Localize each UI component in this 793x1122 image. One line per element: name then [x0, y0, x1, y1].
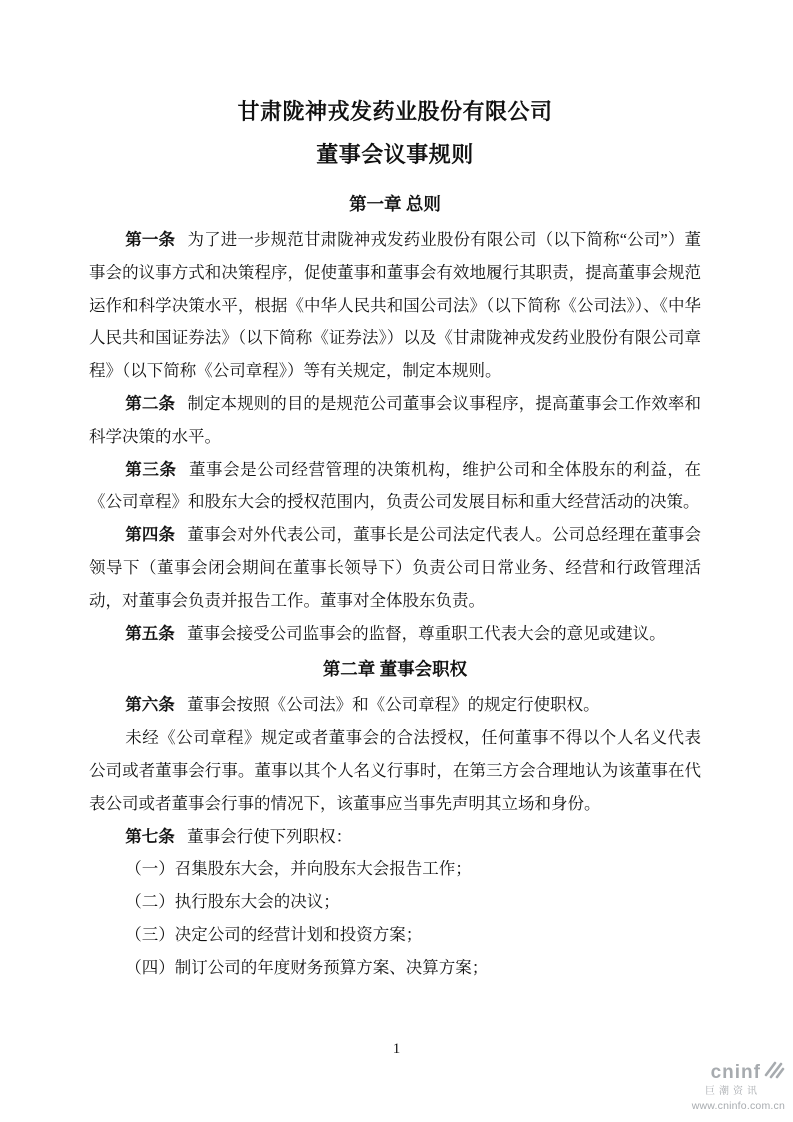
document-body [89, 188, 701, 985]
article-paragraph [89, 689, 701, 722]
list-item: （一）召集股东大会，并向股东大会报告工作； [125, 859, 472, 879]
article-number: 第三条 [125, 459, 177, 479]
cninfo-url: www.cninfo.com.cn [691, 1099, 785, 1112]
cninfo-swirl-icon [763, 1060, 785, 1085]
cninfo-logo-row [665, 1060, 785, 1085]
list-item: （三）决定公司的经营计划和投资方案； [125, 924, 423, 944]
article-number: 第一条 [125, 230, 176, 249]
document-subtitle: 董事会议事规则 [316, 142, 474, 167]
article-text: 董事会对外代表公司，董事长是公司法定代表人。公司总经理在董事会领导下（董事会闭会期间在董事长领导下）负责公司日常业务、经营和行政管理活动，对董事会负责并报告工作。董事对全体股东负责。 [89, 525, 702, 610]
document-title: 甘肃陇神戎发药业股份有限公司 [237, 99, 553, 124]
article-number: 第四条 [125, 525, 176, 545]
article-text: 董事会按照《公司法》和《公司章程》的规定行使职权。 [187, 695, 600, 715]
article-text: 董事会接受公司监事会的监督，尊重职工代表大会的意见或建议。 [187, 623, 666, 643]
article-paragraph [89, 388, 701, 454]
article-number: 第五条 [125, 623, 175, 643]
chapter-heading: 第一章 总则 [349, 194, 441, 214]
article-paragraph [89, 519, 701, 617]
cninfo-logo-text: cninf [710, 1061, 761, 1083]
cninfo-chinese-name: 巨潮资讯 [705, 1086, 761, 1098]
list-item: （二）执行股东大会的决议； [125, 892, 340, 912]
article-paragraph [89, 224, 701, 388]
article-number: 第二条 [125, 393, 176, 413]
chapter-heading: 第二章 董事会职权 [322, 659, 468, 680]
article-text: 董事会行使下列职权： [187, 826, 353, 846]
body-paragraph: 未经《公司章程》规定或者董事会的合法授权，任何董事不得以个人名义代表公司或者董事会行事。董事以其个人名义行事时，在第三方会合理地认为该董事在代表公司或者董事会行事的情况下，该董事应当事先声明其立场和身份。 [89, 728, 701, 813]
article-text: 制定本规则的目的是规范公司董事会议事程序，提高董事会工作效率和科学决策的水平。 [89, 393, 702, 446]
article-number: 第六条 [125, 695, 175, 715]
article-paragraph [89, 618, 701, 651]
list-item: （四）制订公司的年度财务预算方案、决算方案； [125, 957, 489, 977]
article-text: 为了进一步规范甘肃陇神戎发药业股份有限公司（以下简称“公司”）董事会的议事方式和决策程序，促使董事和董事会有效地履行其职责，提高董事会规范运作和科学决策水平，根据《中华人民共和国公司法》（以下简称《公司法》）、《中华人民共和国证券法》（以下简称《证券法》）以及《甘肃陇神戎发药业股份有限公司章程》（以下简称《公司章程》）等有关规定，制定本规则。 [89, 230, 701, 381]
cninfo-watermark [665, 1060, 785, 1112]
article-paragraph [89, 454, 701, 520]
page-number: 1 [392, 1041, 401, 1057]
article-text: 董事会是公司经营管理的决策机构，维护公司和全体股东的利益，在《公司章程》和股东大会的授权范围内，负责公司发展目标和重大经营活动的决策。 [89, 459, 702, 512]
article-number: 第七条 [125, 826, 175, 846]
document-content [89, 96, 701, 985]
article-paragraph [89, 821, 701, 854]
